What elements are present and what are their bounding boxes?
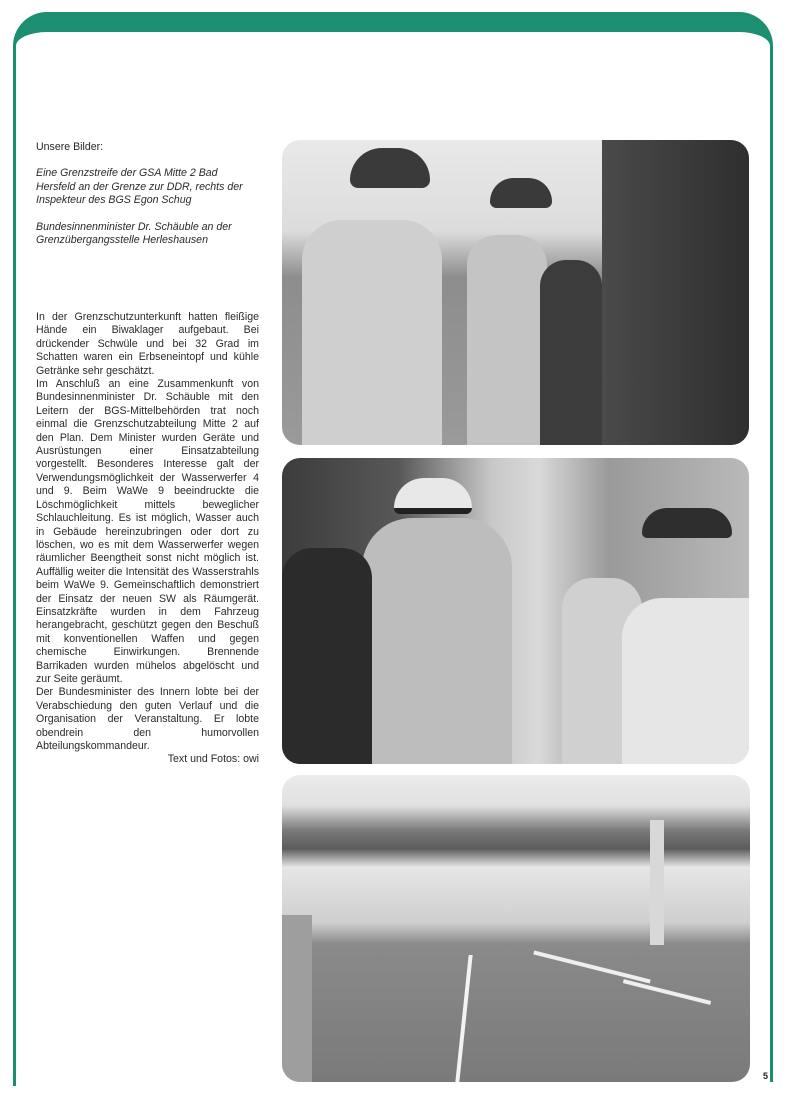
page-number: 5 — [763, 1071, 769, 1081]
photo-border-patrol — [282, 140, 749, 445]
caption-minister: Bundesinnenminister Dr. Schäuble an der Grenzübergangsstelle Herleshausen — [36, 220, 232, 247]
caption-border-patrol: Eine Grenzstreife der GSA Mitte 2 Bad Hersfeld an der Grenze zur DDR, rechts der Inspekteur des BGS Egon Schug — [36, 167, 243, 207]
photo-border-crossing-herleshausen — [282, 775, 750, 1082]
photo-minister-visit — [282, 458, 749, 764]
page-frame-right — [770, 50, 773, 1082]
captions-heading: Unsere Bilder: — [36, 141, 104, 153]
photo-captions — [36, 141, 259, 260]
article-paragraph: Der Bundesminister des Innern lobte bei der Verabschiedung den guten Verlauf und die Organisation der Veranstaltung. Er lobte obendrein den humorvollen Abteilungskommandeur. — [36, 686, 259, 752]
article-credit: Text und Fotos: owi — [167, 753, 259, 766]
article-paragraph: In der Grenzschutzunterkunft hatten fleißige Hände ein Biwaklager aufgebaut. Bei drückender Schwüle und bei 32 Grad im Schatten waren ein Erbseneintopf und kühle Getränke sehr geschätzt. — [36, 311, 259, 377]
article-paragraph: Im Anschluß an eine Zusammenkunft von Bundesinnenminister Dr. Schäuble mit den Leitern der BGS-Mittelbehörden trat noch einmal die Grenzschutzabteilung Mitte 2 auf den Plan. Dem Minister wurden Geräte und Ausrüstungen einer Einsatzabteilung vorgestellt. Besonderes Interesse galt der Verwendungsmöglichkeit der Wasserwerfer 4 und 9. Beim WaWe 9 beeindruckte die Löschmöglichkeit mittels beweglicher Schlauchleitung. Es ist möglich, Wasser auch in Gebäude hereinzubringen oder dort zu löschen, wo es mit dem Wasserwerfer wegen räumlicher Beengtheit sonst nicht möglich ist. Auffällig weiter die Intensität des Wasserstrahls beim WaWe 9. Gemeinschaftlich demonstriert der Einsatz der neuen SW als Räumgerät. Einsatzkräfte wurden in dem Fahrzeug herangebracht, geschützt gegen den Beschuß mit konventionellen Waffen und gegen chemische Einwirkungen. Brennende Barrikaden wurden mühelos abgelöscht und zur Seite geräumt. — [36, 378, 259, 685]
article-body — [36, 311, 259, 767]
page-frame-left — [13, 50, 16, 1086]
page-frame-top — [13, 12, 773, 52]
